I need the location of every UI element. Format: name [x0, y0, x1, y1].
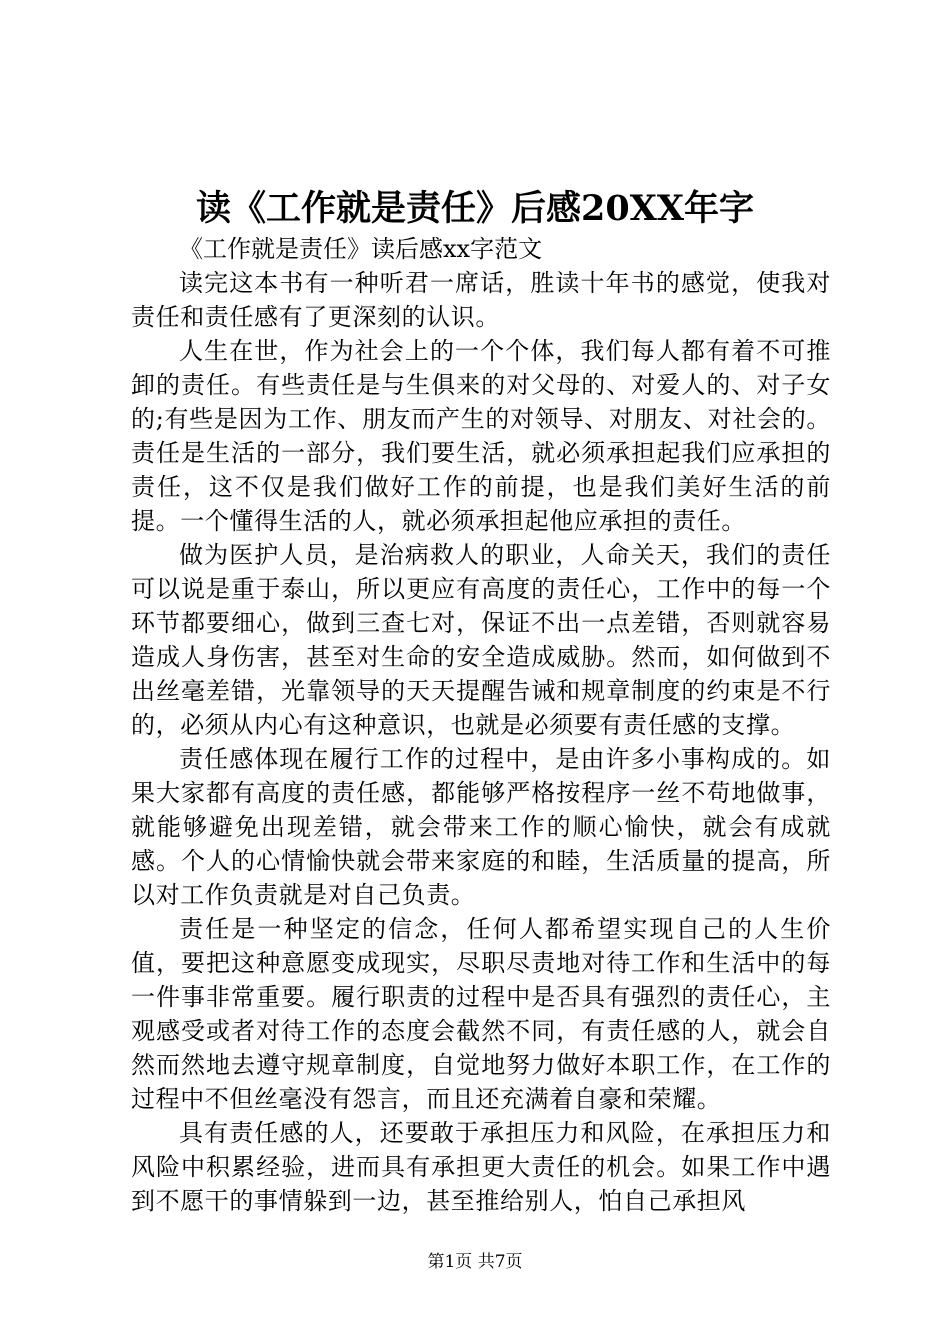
paragraph-6: 具有责任感的人，还要敢于承担压力和风险，在承担压力和风险中积累经验，进而具有承担更大责任的机会。如果工作中遇到不愿干的事情躲到一边，甚至推给别人，怕自己承担风 — [131, 1119, 831, 1215]
document-title: 读《工作就是责任》后感20XX年字 — [195, 188, 755, 229]
paragraph-4: 责任感体现在履行工作的过程中，是由许多小事构成的。如果大家都有高度的责任感，都能够严格按程序一丝不苟地做事，就能够避免出现差错，就会带来工作的顺心愉快，就会有成就感。个人的心情愉快就会带来家庭的和睦，生活质量的提高，所以对工作负责就是对自己负责。 — [131, 745, 831, 909]
paragraph-5: 责任是一种坚定的信念，任何人都希望实现自己的人生价值，要把这种意愿变成现实，尽职尽责地对待工作和生活中的每一件事非常重要。履行职责的过程中是否具有强烈的责任心，主观感受或者对待工作的态度会截然不同，有责任感的人，就会自然而然地去遵守规章制度，自觉地努力做好本职工作，在工作的过程中不但丝毫没有怨言，而且还充满着自豪和荣耀。 — [131, 915, 831, 1113]
document-subtitle: 《工作就是责任》读后感xx字范文 — [179, 235, 543, 263]
paragraph-2: 人生在世，作为社会上的一个个体，我们每人都有着不可推卸的责任。有些责任是与生俱来的对父母的、对爱人的、对子女的;有些是因为工作、朋友而产生的对领导、对朋友、对社会的。责任是生活的一部分，我们要生活，就必须承担起我们应承担的责任，这不仅是我们做好工作的前提，也是我们美好生活的前提。一个懂得生活的人，就必须承担起他应承担的责任。 — [131, 337, 831, 535]
paragraph-3: 做为医护人员，是治病救人的职业，人命关天，我们的责任可以说是重于泰山，所以更应有高度的责任心，工作中的每一个环节都要细心，做到三查七对，保证不出一点差错，否则就容易造成人身伤害，甚至对生命的安全造成威胁。然而，如何做到不出丝毫差错，光靠领导的天天提醒告诫和规章制度的约束是不行的，必须从内心有这种意识，也就是必须要有责任感的支撑。 — [131, 541, 831, 739]
paragraph-1: 读完这本书有一种听君一席话，胜读十年书的感觉，使我对责任和责任感有了更深刻的认识。 — [131, 269, 831, 331]
page-footer: 第1页 共7页 — [427, 1252, 523, 1272]
document-body — [131, 232, 831, 1218]
